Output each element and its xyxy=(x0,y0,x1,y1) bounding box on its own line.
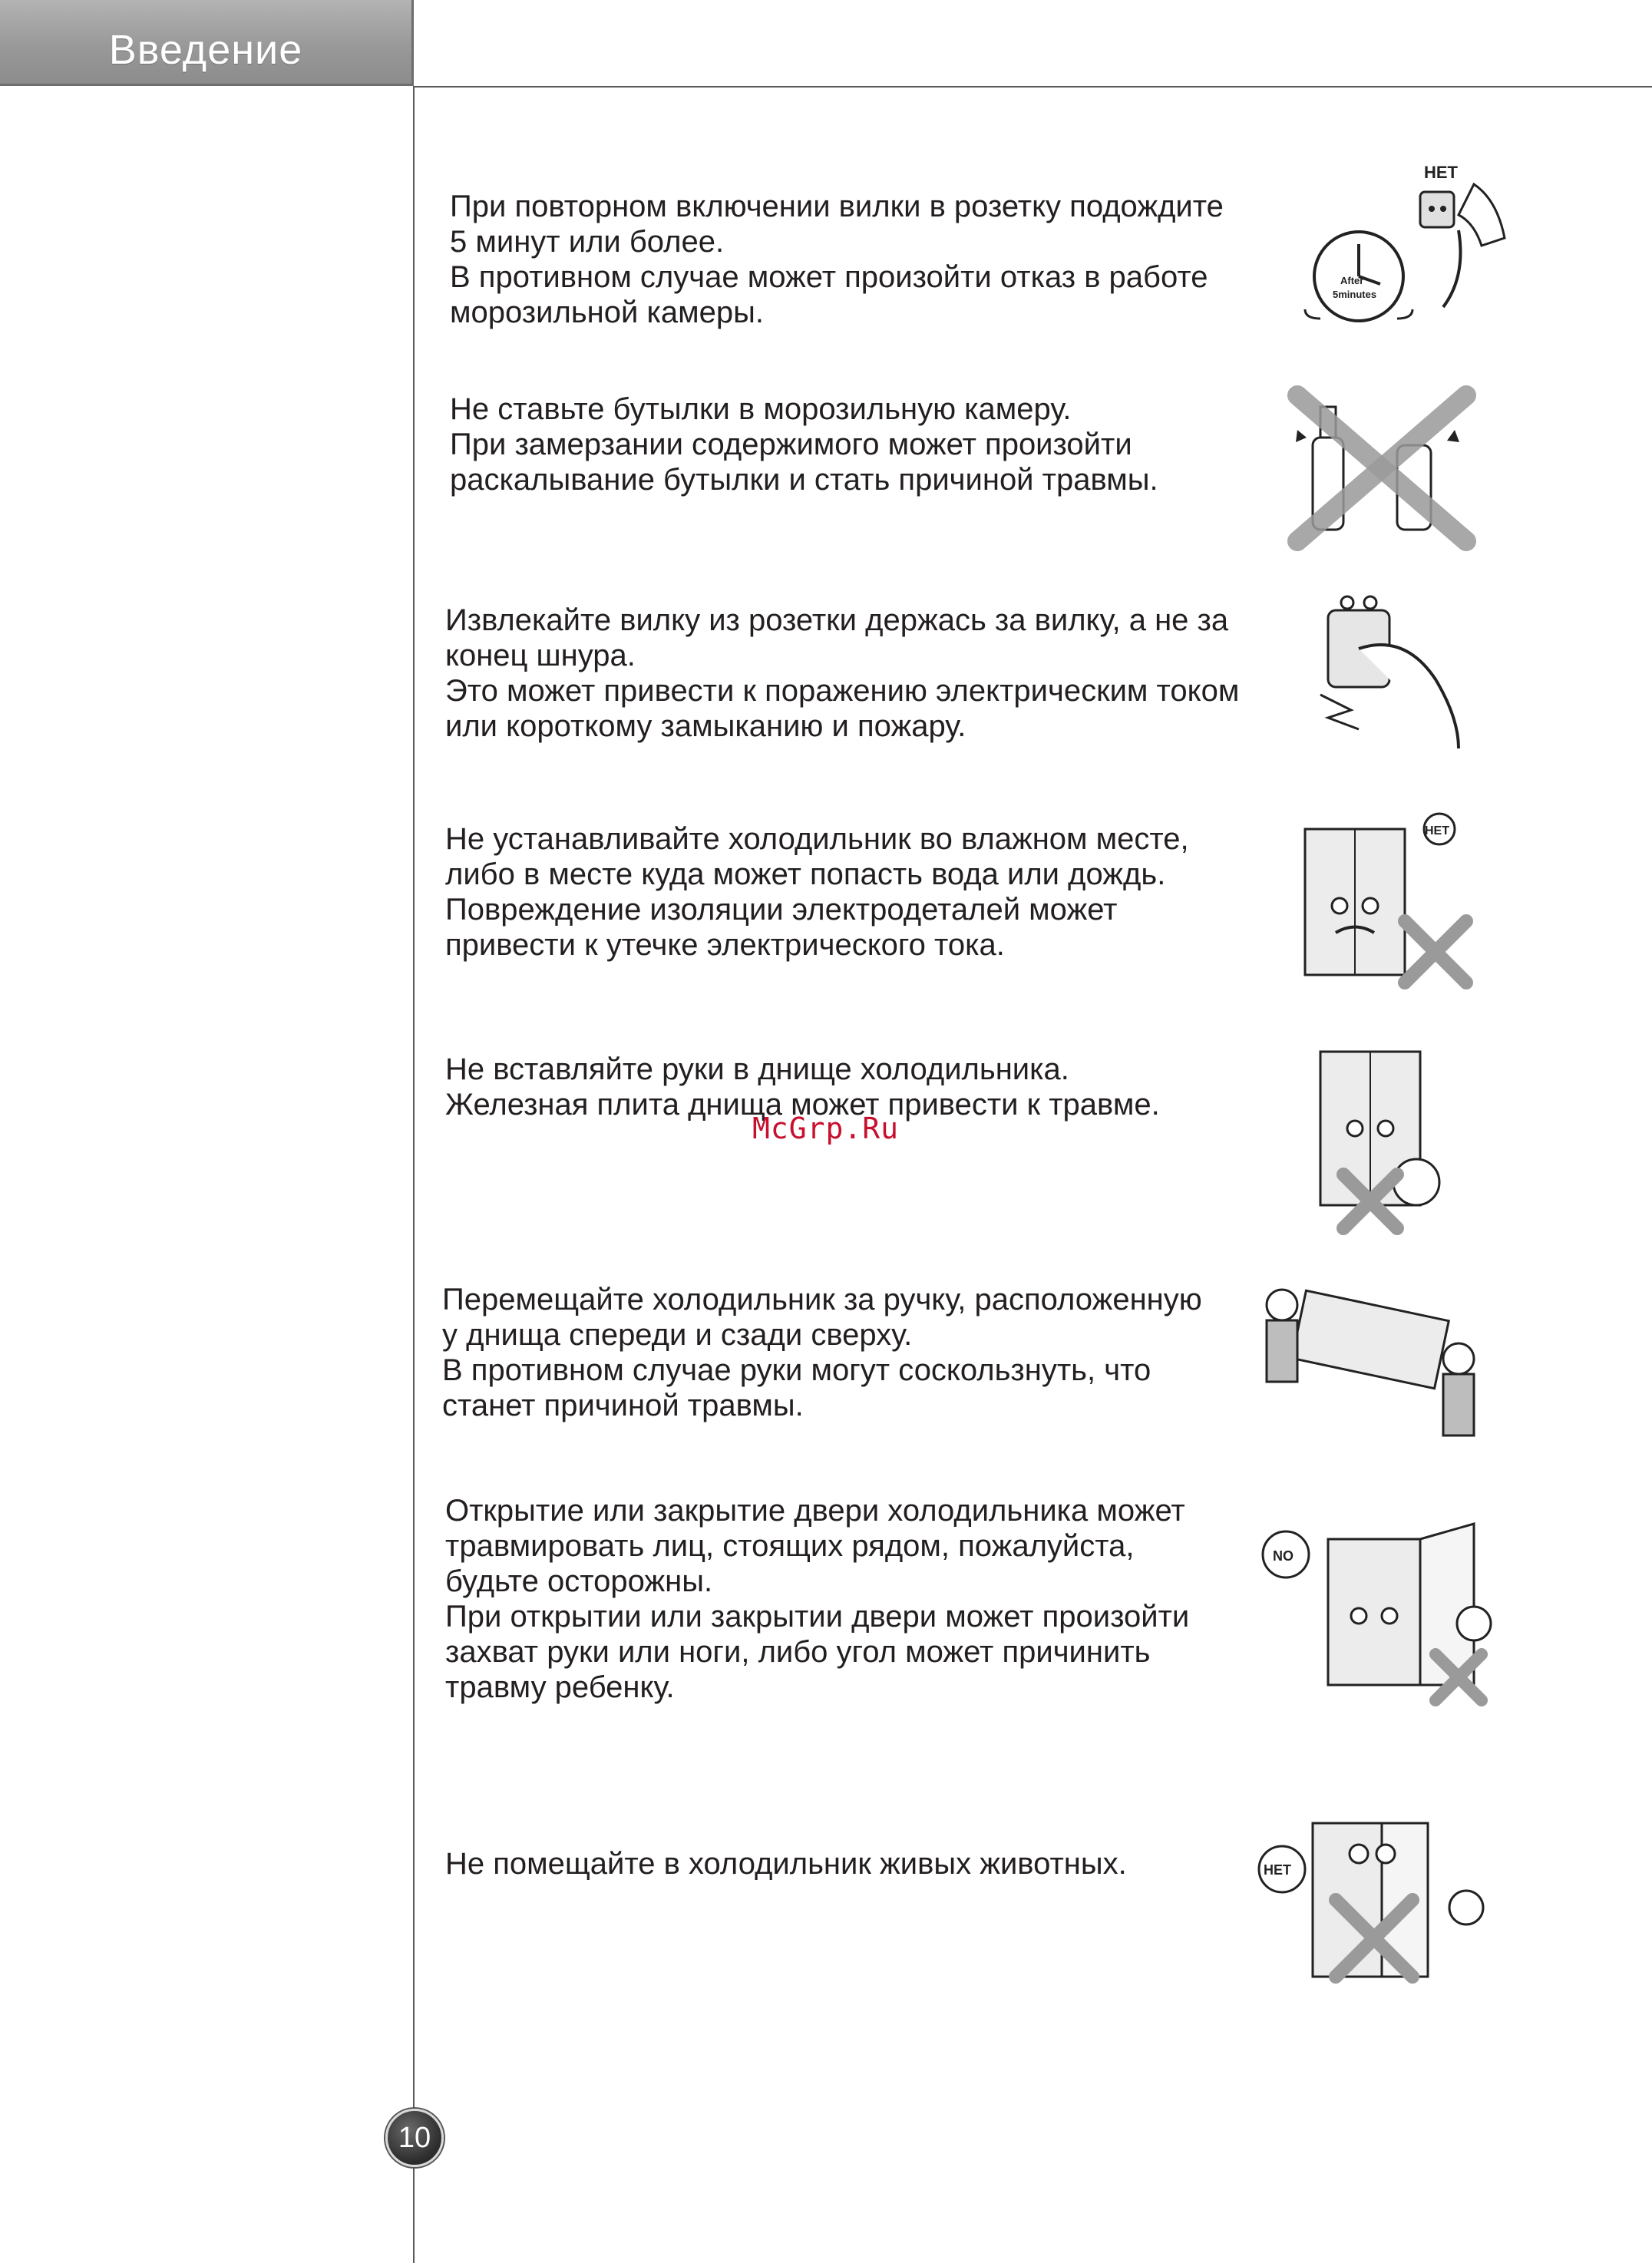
margin-rule xyxy=(413,86,415,2263)
safety-item-7 xyxy=(438,1493,1650,1704)
safety-text-6: Перемещайте холодильник за ручку, расположенную у днища спереди и сзади сверху. В противном случае руки могут соскользнуть, что станет причиной травмы. xyxy=(442,1283,1202,1422)
page-number: 10 xyxy=(385,2109,444,2167)
safety-item-6 xyxy=(438,1282,1650,1466)
safety-text-3: Извлекайте вилку из розетки держась за вилку, а не за конец шнура. Это может привести к поражению электрическим током или короткому замыканию и пожару. xyxy=(445,603,1240,743)
safety-text-8: Не помещайте в холодильник живых животных. xyxy=(445,1847,1127,1881)
header-rule xyxy=(414,86,1652,88)
chapter-title: Введение xyxy=(108,27,303,73)
safety-item-5 xyxy=(438,1052,1650,1236)
clock-text-2: 5minutes xyxy=(1333,289,1377,300)
safety-text-4: Не устанавливайте холодильник во влажном месте, либо в месте куда может попасть вода или дождь. Повреждение изоляции электродеталей может привести к утечке электрического тока. xyxy=(445,822,1189,962)
safety-text-2: Не ставьте бутылки в морозильную камеру. При замерзании содержимого может произойти раскалывание бутылки и стать причиной травмы. xyxy=(450,392,1158,497)
hand-under-fridge-icon xyxy=(1282,1036,1482,1236)
watermark: McGrp.Ru xyxy=(752,1112,900,1145)
safety-item-1 xyxy=(438,163,1650,345)
no-animals-icon xyxy=(1221,1792,1497,1992)
humid-place-icon xyxy=(1267,798,1497,998)
safety-item-2 xyxy=(438,391,1650,553)
no-label: НЕТ xyxy=(1424,163,1458,182)
pull-plug-icon xyxy=(1313,587,1482,756)
safety-text-7: Открытие или закрытие двери холодильника может травмировать лиц, стоящих рядом, пожалуйста, будьте осторожны. При открытии или закрытии двери может произойти захват руки или ноги, либо угол может причинить травму ребенку. xyxy=(445,1494,1190,1704)
bottle-freezer-icon xyxy=(1282,384,1482,553)
unplug-wait-icon xyxy=(1274,161,1528,345)
no-label-7: NO xyxy=(1273,1548,1294,1564)
safety-text-1: При повторном включении вилки в розетку подождите 5 минут или более. В противном случае может произойти отказ в работе морозильной камеры. xyxy=(450,190,1224,329)
door-injury-icon xyxy=(1244,1508,1512,1708)
safety-item-4 xyxy=(438,821,1650,1006)
no-label-4: НЕТ xyxy=(1425,824,1449,837)
safety-text-5: Не вставляйте руки в днище холодильника. Железная плита днища может привести к травме. xyxy=(445,1052,1160,1122)
carry-fridge-icon xyxy=(1236,1274,1497,1451)
no-label-8: НЕТ xyxy=(1264,1862,1291,1878)
chapter-tab xyxy=(0,0,414,86)
safety-item-8 xyxy=(438,1846,1650,2000)
clock-text-1: After xyxy=(1340,275,1364,286)
safety-item-3 xyxy=(438,603,1650,771)
